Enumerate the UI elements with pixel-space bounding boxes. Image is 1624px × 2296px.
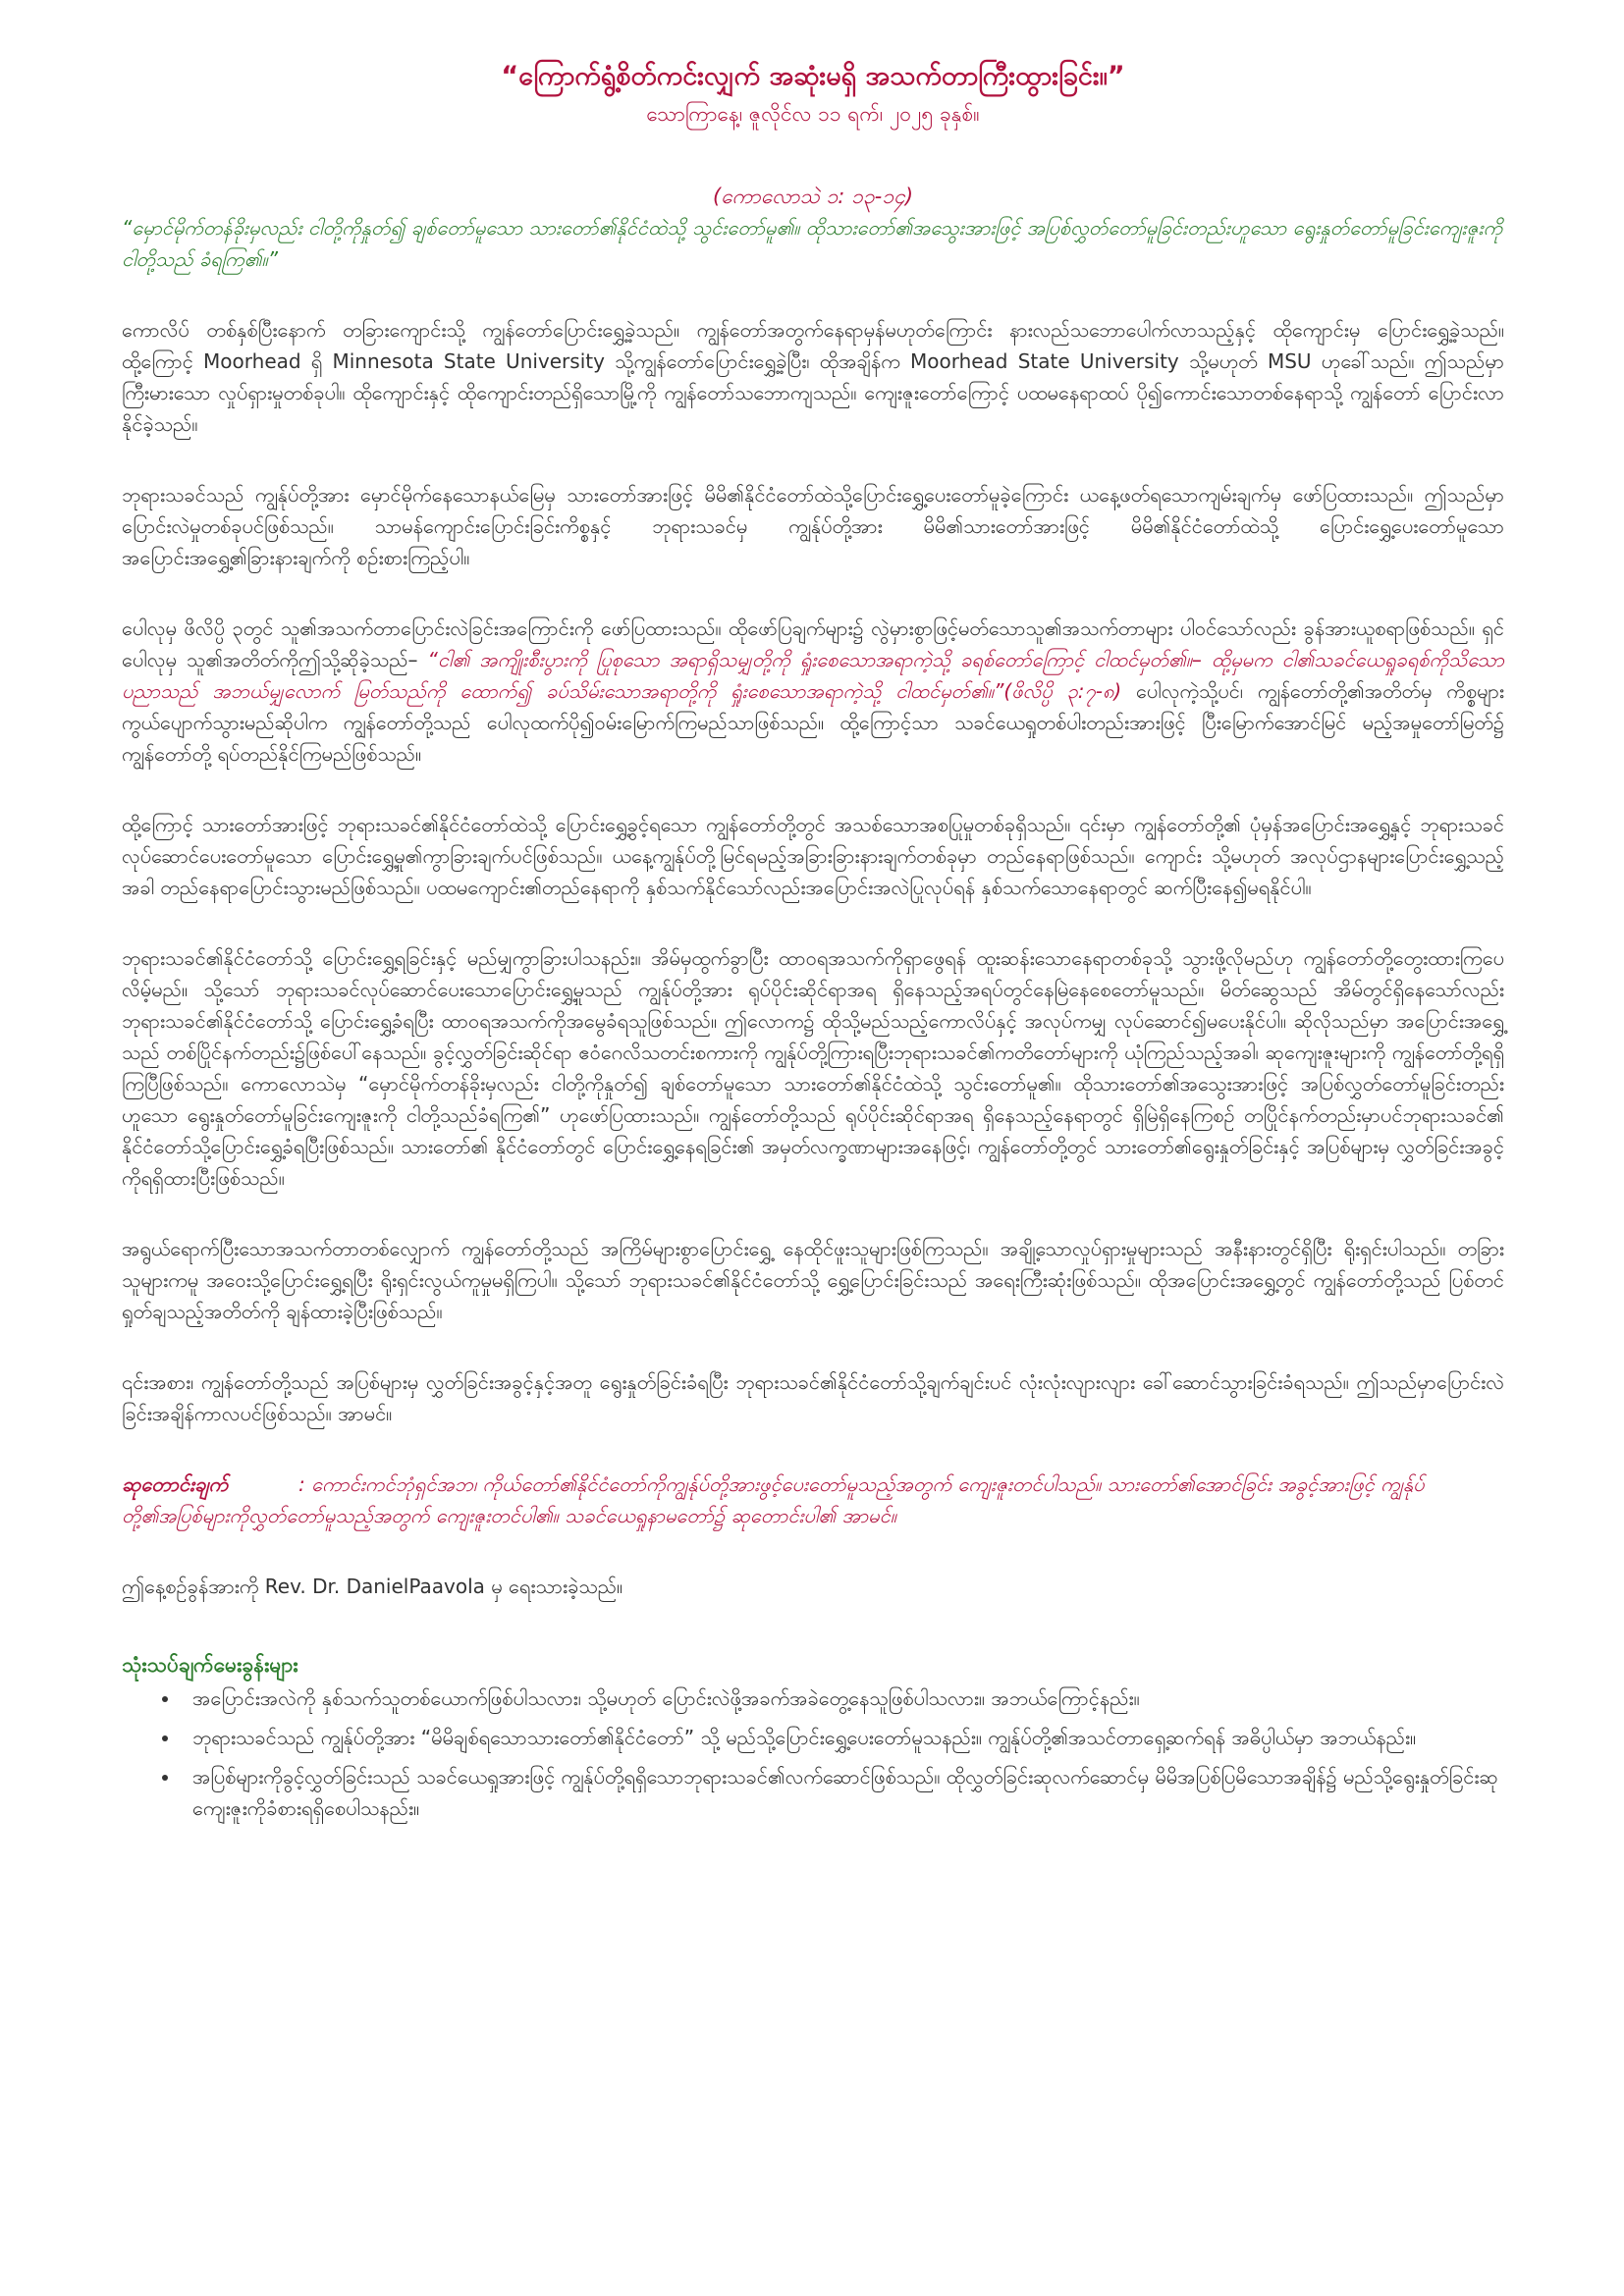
philippians-quote: “ငါ၏ အကျိုးစီးပွားကို ပြုစုသော အရာရှိသမျှတို့ကို ရှုံးစေသောအရာကဲ့သို့ ခရစ်တော်ကြောင့် ငါထင်မှတ်၏။– ထို့မှမက ငါ၏သခင်ယေရှုခရစ်ကိုသိသော ပညာသည် အဘယ်မျှလောက် မြတ်သည်ကို ထောက်၍ ခပ်သိမ်းသောအရာတို့ကို ရှုံးစေသောအရာကဲ့သို့ ငါထင်မှတ်၏။”(ဖိလိပ္ပိ ၃:၇-၈) (122, 648, 1504, 703)
prayer-block (122, 1468, 1504, 1531)
paragraph-3 (122, 613, 1504, 770)
paragraph-6: အရွယ်ရောက်ပြီးသောအသက်တာတစ်လျှောက် ကျွန်တော်တို့သည် အကြိမ်များစွာပြောင်းရွှေ့ နေထိုင်ဖူးသူများဖြစ်ကြသည်။ အချို့သောလှုပ်ရှားမှုများသည် အနီးနားတွင်ရှိပြီး ရိုးရှင်းပါသည်။ တခြားသူများကမူ အဝေးသို့ပြောင်းရွှေ့ရပြီး ရိုးရှင်းလွယ်ကူမှုမရှိကြပါ။ သို့သော် ဘုရားသခင်၏နိုင်ငံတော်သို့ ရွှေ့ပြောင်းခြင်းသည် အရေးကြီးဆုံးဖြစ်သည်။ ထိုအပြောင်းအရွှေ့တွင် ကျွန်တော်တို့သည် ပြစ်တင်ရှုတ်ချသည့်အတိတ်ကို ချန်ထားခဲ့ပြီးဖြစ်သည်။ (122, 1237, 1504, 1323)
question-item: • ဘုရားသခင်သည် ကျွန်ုပ်တို့အား “မိမိချစ်ရသောသားတော်၏နိုင်ငံတော်” သို့ မည်သို့ပြောင်းရွှေ့ပေးတော်မူသနည်း။ ကျွန်ုပ်တို့၏အသင်တာရှေ့ဆက်ရန် အဓိပ္ပါယ်မှာ အဘယ်နည်း။ (181, 1722, 1504, 1753)
paragraph-2: ဘုရားသခင်သည် ကျွန်ုပ်တို့အား မှောင်မိုက်နေသောနယ်မြေမှ သားတော်အားဖြင့် မိမိ၏နိုင်ငံတော်ထဲသို့ပြောင်းရွှေ့ပေးတော်မူခဲ့ကြောင်း ယနေ့ဖတ်ရသောကျမ်းချက်မှ ဖော်ပြထားသည်။ ဤသည်မှာ ပြောင်းလဲမှုတစ်ခုပင်ဖြစ်သည်။ သာမန်ကျောင်းပြောင်းခြင်းကိစ္စနှင့် ဘုရားသခင်မှ ကျွန်ုပ်တို့အား မိမိ၏သားတော်အားဖြင့် မိမိ၏နိုင်ငံတော်ထဲသို့ ပြောင်းရွှေ့ပေးတော်မူသော အပြောင်းအရွှေ့၏ခြားနားချက်ကို စဥ်းစားကြည့်ပါ။ (122, 483, 1504, 569)
prayer-label: ဆုတောင်းချက် (122, 1472, 229, 1496)
devotional-page (122, 57, 1504, 1832)
paragraph-3-intro: ပေါလုမှ ဖိလိပ္ပိ ၃တွင် သူ၏အသက်တာပြောင်းလဲခြင်းအကြောင်းကို ဖော်ပြထားသည်။ ထိုဖော်ပြချက်များ၌ လွဲမှားစွာဖြင့်မတ်သောသူ၏အသက်တာများ ပါဝင်သော်လည်း ခွန်အားယူစရာဖြစ်သည်။ ရှင်ပေါလုမှ သူ၏အတိတ်ကိုဤသို့ဆိုခဲ့သည်– (122, 616, 1504, 671)
scripture-reference: (ကောလောသဲ ၁: ၁၃-၁၄) (712, 185, 914, 208)
paragraph-5: ဘုရားသခင်၏နိုင်ငံတော်သို့ ပြောင်းရွှေ့ရခြင်းနှင့် မည်မျှကွာခြားပါသနည်း။ အိမ်မှထွက်ခွာပြီး ထာဝရအသက်ကိုရှာဖွေရန် ထူးဆန်းသောနေရာတစ်ခုသို့ သွားဖို့လိုမည်ဟု ကျွန်တော်တို့တွေးထားကြပေလိမ့်မည်။ သို့သော် ဘုရားသခင်လုပ်ဆောင်ပေးသောပြောင်းရွှေ့မှုသည် ကျွန်ုပ်တို့အား ရုပ်ပိုင်းဆိုင်ရာအရ ရှိနေသည့်အရပ်တွင်နေမြဲနေစေတော်မူသည်။ မိတ်ဆွေသည် အိမ်တွင်ရှိနေသော်လည်း ဘုရားသခင်၏နိုင်ငံတော်သို့ ပြောင်းရွှေ့ခံရပြီး ထာဝရအသက်ကိုအမွေခံရသူဖြစ်သည်။ ဤလောက၌ ထိုသို့မည်သည့်ကောလိပ်နှင့် အလုပ်ကမျှ လုပ်ဆောင်၍မပေးနိုင်ပါ။ ဆိုလိုသည်မှာ အပြောင်းအရွှေ့သည် တစ်ပြိုင်နက်တည်း၌ဖြစ်ပေါ်နေသည်။ ခွင့်လွှတ်ခြင်းဆိုင်ရာ ဧဝံဂေလိသတင်းစကားကို ကျွန်ုပ်တို့ကြားရပြီးဘုရားသခင်၏ကတိတော်များကို ယုံကြည်သည့်အခါ၊ ဆုကျေးဇူးများကို ကျွန်တော်တို့ရရှိကြပြီဖြစ်သည်။ ကောလောသဲမှ “မှောင်မိုက်တန်ခိုးမှလည်း ငါတို့ကိုနှုတ်၍ ချစ်တော်မူသော သားတော်၏နိုင်ငံထဲသို့ သွင်းတော်မူ၏။ ထိုသားတော်၏အသွေးအားဖြင့် အပြစ်လွှတ်တော်မူခြင်းတည်းဟူသော ရွေးနှုတ်တော်မူခြင်းကျေးဇူးကို ငါတို့သည်ခံရကြ၏” ဟုဖော်ပြထားသည်။ ကျွန်တော်တို့သည် ရုပ်ပိုင်းဆိုင်ရာအရ ရှိနေသည့်နေရာတွင် ရှိမြဲရှိနေကြစဉ် တပြိုင်နက်တည်းမှာပင်ဘုရားသခင်၏ နိုင်ငံတော်သို့ပြောင်းရွှေ့ခံရပြီးဖြစ်သည်။ သားတော်၏ နိုင်ငံတော်တွင် ပြောင်းရွှေ့နေရခြင်း၏ အမှတ်လက္ခဏာများအနေဖြင့်၊ ကျွန်တော်တို့တွင် သားတော်၏ရွေးနှုတ်ခြင်းနှင့် အပြစ်များမှ လွှတ်ခြင်းအခွင့်ကိုရရှိထားပြီးဖြစ်သည်။ (122, 946, 1504, 1190)
page-title: “ကြောက်ရွံ့စိတ်ကင်းလျှက် အဆုံးမရှိ အသက်တာကြီးထွားခြင်း။” (501, 61, 1125, 91)
questions-list (122, 1682, 1504, 1824)
paragraph-3-rest: ပေါလုကဲ့သို့ပင်၊ ကျွန်တော်တို့၏အတိတ်မှ ကိစ္စများ ကွယ်ပျောက်သွားမည်ဆိုပါက ကျွန်တော်တို့သည် ပေါလုထက်ပို၍ဝမ်းမြောက်ကြမည်သာဖြစ်သည်။ ထို့ကြောင့်သာ သခင်ယေရှုတစ်ပါးတည်းအားဖြင့် ပြီးမြောက်အောင်မြင် မည့်အမှုတော်မြတ်၌ ကျွန်တော်တို့ ရပ်တည်နိုင်ကြမည်ဖြစ်သည်။ (122, 679, 1504, 766)
question-item: • အပြောင်းအလဲကို နှစ်သက်သူတစ်ယောက်ဖြစ်ပါသလား၊ သို့မဟုတ် ပြောင်းလဲဖို့အခက်အခဲတွေ့နေသူဖြစ်ပါသလား။ အဘယ်ကြောင့်နည်း။ (181, 1682, 1504, 1714)
date-line: သောကြာနေ့၊ ဇူလိုင်လ ၁၁ ရက်၊ ၂၀၂၅ ခုနှစ်။ (646, 102, 980, 126)
author-credit: ဤနေ့စဥ်ခွန်အားကို Rev. Dr. DanielPaavola မှ ရေးသားခဲ့သည်။ (122, 1575, 623, 1598)
scripture-verse: “မှောင်မိုက်တန်ခိုးမှလည်း ငါတို့ကိုနှုတ်၍ ချစ်တော်မူသော သားတော်၏နိုင်ငံထဲသို့ သွင်းတော်မူ၏။ ထိုသားတော်၏အသွေးအားဖြင့် အပြစ်လွှတ်တော်မူခြင်းတည်းဟူသော ရွေးနှုတ်တော်မူခြင်းကျေးဇူးကို ငါတို့သည် ခံရကြ၏။” (122, 216, 1503, 271)
prayer-text: : ကောင်းကင်ဘုံရှင်အဘ၊ ကိုယ်တော်၏နိုင်ငံတော်ကိုကျွန်ုပ်တို့အားဖွင့်ပေးတော်မူသည့်အတွက် ကျေးဇူးတင်ပါသည်။ သားတော်၏အောင်ခြင်း အခွင့်အားဖြင့် ကျွန်ုပ်တို့၏အပြစ်များကိုလွှတ်တော်မူသည့်အတွက် ကျေးဇူးတင်ပါ၏။ သခင်ယေရှုနာမတော်၌ ဆုတောင်းပါ၏ အာမင်။ (122, 1472, 1425, 1527)
paragraph-1: ကောလိပ် တစ်နှစ်ပြီးနောက် တခြားကျောင်းသို့ ကျွန်တော်ပြောင်းရွှေ့ခဲ့သည်။ ကျွန်တော်အတွက်နေရာမှန်မဟုတ်ကြောင်း နားလည်သဘောပေါက်လာသည့်နှင့် ထိုကျောင်းမှ ပြောင်းရွှေ့ခဲ့သည်။ ထို့ကြောင့် Moorhead ရှိ Minnesota State University သို့ကျွန်တော်ပြောင်းရွှေ့ခဲ့ပြီး၊ ထိုအချိန်က Moorhead State University သို့မဟုတ် MSU ဟုခေါ်သည်။ ဤသည်မှာ ကြီးမားသော လှုပ်ရှားမှုတစ်ခုပါ။ ထိုကျောင်းနှင့် ထိုကျောင်းတည်ရှိသောမြို့ကို ကျွန်တော်သဘောကျသည်။ ကျေးဇူးတော်ကြောင့် ပထမနေရာထပ် ပို၍ကောင်းသောတစ်နေရာသို့ ကျွန်တော် ပြောင်းလာနိုင်ခဲ့သည်။ (122, 318, 1504, 436)
paragraph-4: ထို့ကြောင့် သားတော်အားဖြင့် ဘုရားသခင်၏နိုင်ငံတော်ထဲသို့ ပြောင်းရွှေ့ခွင့်ရသော ကျွန်တော်တို့တွင် အသစ်သောအစပြုမှုတစ်ခုရှိသည်။ ၎င်းမှာ ကျွန်တော်တို့၏ ပုံမှန်အပြောင်းအရွှေ့နှင့် ဘုရားသခင်လုပ်ဆောင်ပေးတော်မူသော ပြောင်းရွှေ့မှု၏ကွာခြားချက်ပင်ဖြစ်သည်။ ယနေ့ကျွန်ုပ်တို့မြင်ရမည့်အခြားခြားနားချက်တစ်ခုမှာ တည်နေရာဖြစ်သည်။ ကျောင်း သို့မဟုတ် အလုပ်ဌာနများပြောင်းရွှေ့သည့်အခါ တည်နေရာပြောင်းသွားမည်ဖြစ်သည်။ ပထမကျောင်း၏တည်နေရာကို နှစ်သက်နိုင်သော်လည်းအပြောင်းအလဲပြုလုပ်ရန် နှစ်သက်သောနေရာတွင် ဆက်ပြီးနေ၍မရနိုင်ပါ။ (122, 813, 1504, 899)
questions-heading: သုံးသပ်ချက်မေးခွန်းများ (122, 1653, 298, 1677)
paragraph-7: ၎င်းအစား၊ ကျွန်တော်တို့သည် အပြစ်များမှ လွှတ်ခြင်းအခွင့်နှင့်အတူ ရွေးနှုတ်ခြင်းခံရပြီး ဘုရားသခင်၏နိုင်ငံတော်သို့ချက်ချင်းပင် လုံးလုံးလျားလျား ခေါ်ဆောင်သွားခြင်းခံရသည်။ ဤသည်မှာပြောင်းလဲခြင်းအချိန်ကာလပင်ဖြစ်သည်။ အာမင်။ (122, 1370, 1504, 1425)
question-item: • အပြစ်များကိုခွင့်လွှတ်ခြင်းသည် သခင်ယေရှုအားဖြင့် ကျွန်ုပ်တို့ရရှိသောဘုရားသခင်၏လက်ဆောင်ဖြစ်သည်။ ထိုလွှတ်ခြင်းဆုလက်ဆောင်မှ မိမိအပြစ်ပြမိသောအချိန်၌ မည်သို့ရွေးနှုတ်ခြင်းဆုကျေးဇူးကိုခံစားရရှိစေပါသနည်း။ (181, 1761, 1504, 1824)
